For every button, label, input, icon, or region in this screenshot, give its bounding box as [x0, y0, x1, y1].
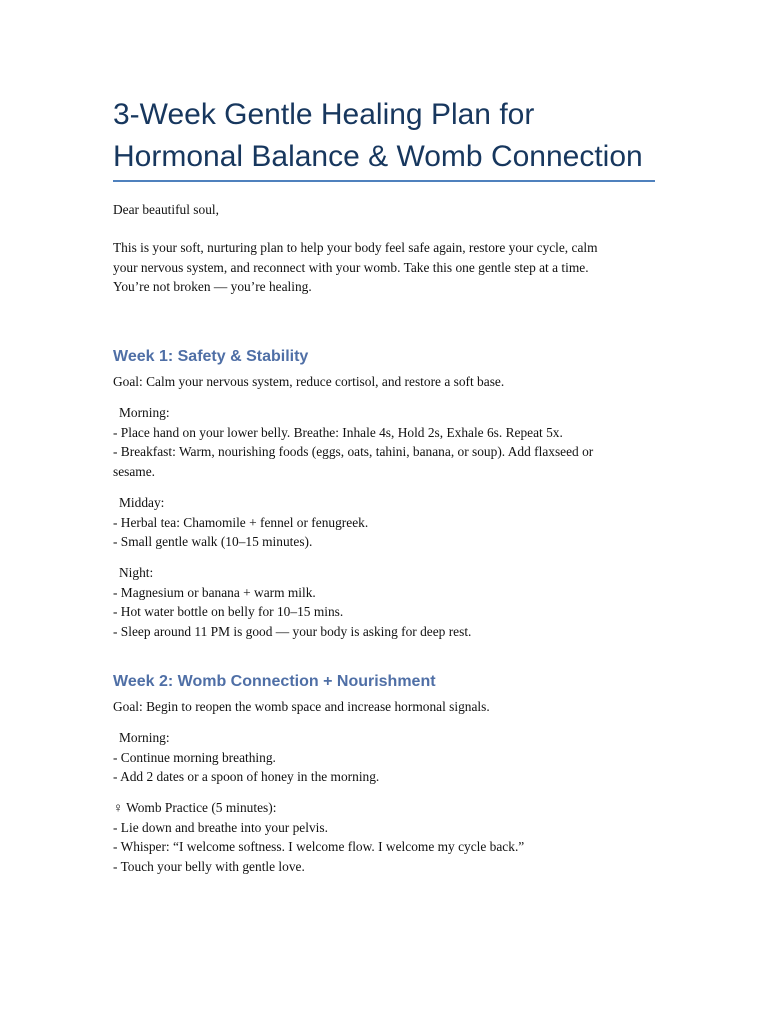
womb-practice-label: ♀ Womb Practice (5 minutes):: [113, 800, 277, 815]
list-item: - Small gentle walk (10–15 minutes).: [113, 534, 313, 549]
list-item: - Hot water bottle on belly for 10–15 mins.: [113, 604, 344, 619]
week2-morning: [113, 728, 658, 787]
title-line-1: 3-Week Gentle Healing Plan for: [113, 98, 535, 131]
list-item: - Magnesium or banana + warm milk.: [113, 584, 316, 600]
list-item: - Breakfast: Warm, nourishing foods (eggs, oats, tahini, banana, or soup). Add flaxseed or: [113, 444, 594, 459]
list-item: - Continue morning breathing.: [113, 749, 276, 765]
week1-night: [113, 563, 658, 641]
list-item: - Lie down and breathe into your pelvis.: [113, 819, 328, 835]
week1-morning: [113, 403, 658, 481]
week1-midday-label: Midday:: [119, 495, 165, 510]
list-item: - Add 2 dates or a spoon of honey in the morning.: [113, 769, 380, 784]
week1-night-label: Night:: [119, 565, 154, 580]
greeting: [113, 200, 658, 220]
list-item: - Herbal tea: Chamomile + fennel or fenugreek.: [113, 514, 369, 530]
list-item: - Whisper: “I welcome softness. I welcome flow. I welcome my cycle back.”: [113, 839, 525, 854]
intro-paragraph: [113, 238, 658, 297]
week2-heading: Week 2: Womb Connection + Nourishment: [113, 673, 436, 690]
title-line-2: Hormonal Balance & Womb Connection: [113, 140, 643, 173]
list-item: - Place hand on your lower belly. Breathe: Inhale 4s, Hold 2s, Exhale 6s. Repeat 5x.: [113, 424, 563, 440]
week1-midday: [113, 493, 658, 552]
week1-heading: Week 1: Safety & Stability: [113, 348, 309, 365]
list-item: sesame.: [113, 463, 156, 479]
intro-line: your nervous system, and reconnect with your womb. Take this one gentle step at a time.: [113, 259, 589, 275]
week1-goal-text: Goal: Calm your nervous system, reduce cortisol, and restore a soft base.: [113, 374, 505, 389]
week2-goal: [113, 697, 658, 717]
title-underline: [113, 180, 655, 182]
week2-womb-practice: [113, 798, 658, 876]
greeting-text: Dear beautiful soul,: [113, 202, 219, 217]
intro-line: You’re not broken — you’re healing.: [113, 279, 312, 294]
week2-goal-text: Goal: Begin to reopen the womb space and increase hormonal signals.: [113, 699, 490, 714]
intro-line: This is your soft, nurturing plan to help your body feel safe again, restore your cycle, calm: [113, 240, 598, 255]
document-title: [113, 94, 673, 178]
list-item: - Touch your belly with gentle love.: [113, 858, 305, 874]
week2-morning-label: Morning:: [119, 730, 170, 745]
week1-goal: [113, 372, 658, 392]
week1-morning-label: Morning:: [119, 405, 170, 420]
list-item: - Sleep around 11 PM is good — your body is asking for deep rest.: [113, 623, 472, 639]
